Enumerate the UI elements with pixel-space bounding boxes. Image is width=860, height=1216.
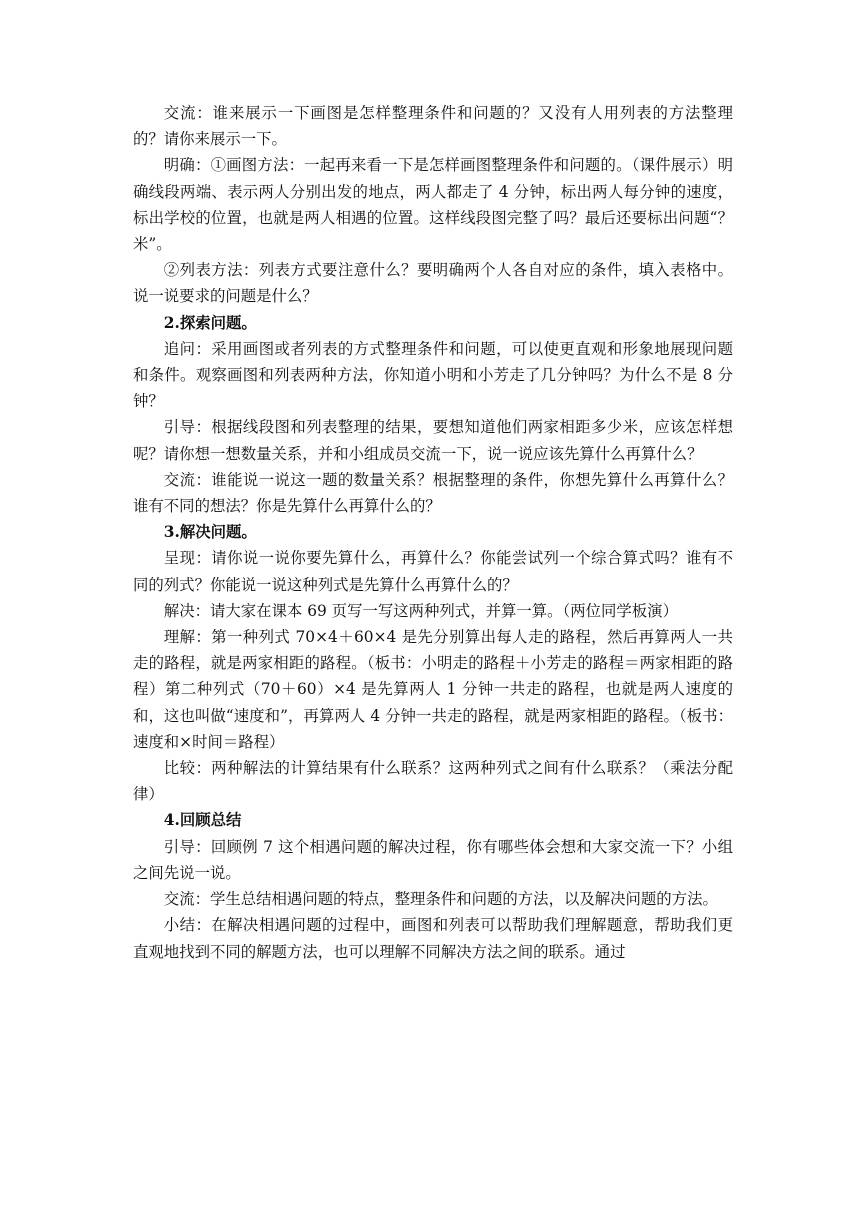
paragraph-review-exchange: 交流：学生总结相遇问题的特点，整理条件和问题的方法，以及解决问题的方法。 — [163, 890, 718, 909]
paragraph-compare: 比较：两种解法的计算结果有什么联系？这两种列式之间有什么联系？（乘法分配律） — [133, 759, 733, 804]
paragraph-present: 呈现：请你说一说你要先算什么，再算什么？你能尝试列一个综合算式吗？谁有不同的列式？你能说一说这种列式是先算什么再算什么的？ — [133, 549, 733, 594]
document-page — [133, 100, 733, 965]
paragraph-follow-up: 追问：采用画图或者列表的方式整理条件和问题，可以使更直观和形象地展现问题和条件。观察画图和列表两种方法，你知道小明和小芳走了几分钟吗？为什么不是 8 分钟？ — [133, 339, 733, 411]
paragraph-solve: 解决：请大家在课本 69 页写一写这两种列式，并算一算。（两位同学板演） — [163, 601, 678, 620]
paragraph-review-guide: 引导：回顾例 7 这个相遇问题的解决过程，你有哪些体会想和大家交流一下？小组之间先说一说。 — [133, 837, 733, 882]
paragraph-exchange-show: 交流：谁来展示一下画图是怎样整理条件和问题的？又没有人用列表的方法整理的？请你来展示一下。 — [133, 104, 733, 149]
paragraph-guide: 引导：根据线段图和列表整理的结果，要想知道他们两家相距多少米，应该怎样想呢？请你想一想数量关系，并和小组成员交流一下，说一说应该先算什么再算什么？ — [133, 418, 733, 463]
paragraph-clarify-drawing: 明确：①画图方法：一起再来看一下是怎样画图整理条件和问题的。（课件展示）明确线段两端、表示两人分别出发的地点，两人都走了 4 分钟，标出两人每分钟的速度，标出学校的位置，也就是两人相遇的位置。这样线段图完整了吗？最后还要标出问题“？米”。 — [133, 156, 733, 254]
paragraph-table-method: ②列表方法：列表方式要注意什么？要明确两个人各自对应的条件，填入表格中。说一说要求的问题是什么？ — [133, 261, 733, 306]
paragraph-exchange-relation: 交流：谁能说一说这一题的数量关系？根据整理的条件，你想先算什么再算什么？谁有不同的想法？你是先算什么再算什么的？ — [133, 470, 733, 516]
paragraph-understand: 理解：第一种列式 70×4＋60×4 是先分别算出每人走的路程，然后再算两人一共走的路程，就是两家相距的路程。（板书：小明走的路程＋小芳走的路程＝两家相距的路程）第二种列式（70＋60）×4 是先算两人 1 分钟一共走的路程，也就是两人速度的和，这也叫做“速度和”，再算两人 4 分钟一共走的路程，就是两家相距的路程。（板书：速度和×时间＝路程） — [133, 628, 733, 751]
section-heading-review: 4.回顾总结 — [163, 811, 242, 830]
section-heading-explore: 2.探索问题。 — [163, 313, 257, 332]
section-heading-solve: 3.解决问题。 — [163, 523, 257, 542]
paragraph-summary: 小结：在解决相遇问题的过程中，画图和列表可以帮助我们理解题意，帮助我们更直观地找到不同的解题方法，也可以理解不同解决方法之间的联系。通过 — [133, 916, 733, 961]
